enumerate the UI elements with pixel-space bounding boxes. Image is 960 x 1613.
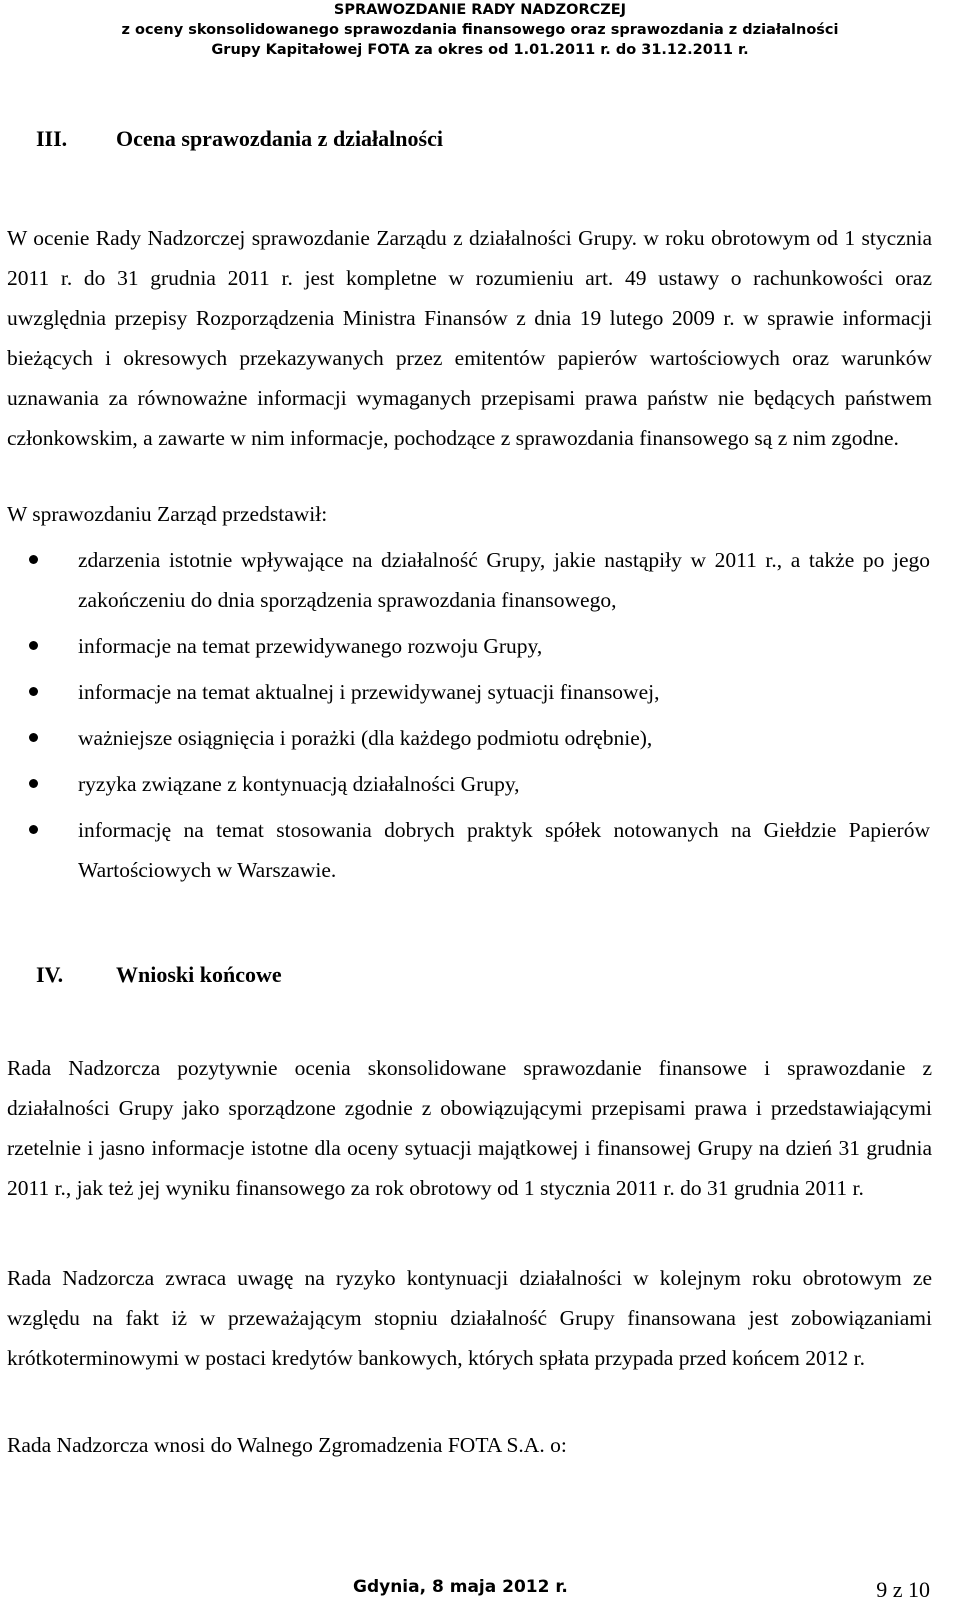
section-4-heading xyxy=(36,962,282,988)
list-item-text: informacje na temat przewidywanego rozwoju Grupy, xyxy=(78,634,543,658)
list-item-text: zdarzenia istotnie wpływające na działalność Grupy, jakie nastąpiły w 2011 r., a także po jego zakończeniu do dnia sporządzenia sprawozdania finansowego, xyxy=(78,548,930,612)
document-header xyxy=(0,0,960,60)
bullet-icon xyxy=(29,687,38,696)
section-4-paragraph-2: Rada Nadzorcza zwraca uwagę na ryzyko kontynuacji działalności w kolejnym roku obrotowym ze względu na fakt iż w przeważającym stopniu działalność Grupy finansowana jest zobowiązaniami krótkoterminowymi w postaci kredytów bankowych, których spłata przypada przed końcem 2012 r. xyxy=(7,1266,932,1370)
section-3-number: III. xyxy=(36,126,68,151)
list-item xyxy=(0,540,930,620)
bullet-icon xyxy=(29,825,38,834)
page-number: 9 z 10 xyxy=(876,1577,930,1602)
list-item xyxy=(0,810,930,890)
list-item-text: informację na temat stosowania dobrych praktyk spółek notowanych na Giełdzie Papierów Wartościowych w Warszawie. xyxy=(78,818,930,882)
section-4-number: IV. xyxy=(36,962,64,987)
reported-items-list xyxy=(0,540,940,896)
footer-date: Gdynia, 8 maja 2012 r. xyxy=(353,1577,568,1597)
bullet-icon xyxy=(29,641,38,650)
list-item xyxy=(0,718,930,758)
bullet-icon xyxy=(29,779,38,788)
list-item xyxy=(0,626,930,666)
header-title: SPRAWOZDANIE RADY NADZORCZEJ xyxy=(333,2,627,18)
section-3-paragraph-2: W sprawozdaniu Zarząd przedstawił: xyxy=(7,502,328,526)
header-subtitle-line1: z oceny skonsolidowanego sprawozdania finansowego oraz sprawozdania z działalności xyxy=(121,22,839,38)
list-item xyxy=(0,764,930,804)
list-item-text: ważniejsze osiągnięcia i porażki (dla każdego podmiotu odrębnie), xyxy=(78,726,653,750)
section-3-heading xyxy=(36,126,443,152)
section-3-title: Ocena sprawozdania z działalności xyxy=(116,126,443,151)
document-footer xyxy=(0,1577,960,1607)
bullet-icon xyxy=(29,733,38,742)
list-item-text: ryzyka związane z kontynuacją działalności Grupy, xyxy=(78,772,520,796)
section-4-title: Wnioski końcowe xyxy=(116,962,282,987)
bullet-icon xyxy=(29,555,38,564)
section-4-paragraph-1: Rada Nadzorcza pozytywnie ocenia skonsolidowane sprawozdanie finansowe i sprawozdanie z działalności Grupy jako sporządzone zgodnie z obowiązującymi przepisami prawa i przedstawiającymi rzetelnie i jasno informacje istotne dla oceny sytuacji majątkowej i finansowej Grupy na dzień 31 grudnia 2011 r., jak też jej wyniku finansowego za rok obrotowy od 1 stycznia 2011 r. do 31 grudnia 2011 r. xyxy=(7,1056,932,1200)
section-4-paragraph-3: Rada Nadzorcza wnosi do Walnego Zgromadzenia FOTA S.A. o: xyxy=(7,1433,567,1457)
list-item xyxy=(0,672,930,712)
section-3-paragraph-1: W ocenie Rady Nadzorczej sprawozdanie Zarządu z działalności Grupy. w roku obrotowym od 1 stycznia 2011 r. do 31 grudnia 2011 r. jest kompletne w rozumieniu art. 49 ustawy o rachunkowości oraz uwzględnia przepisy Rozporządzenia Ministra Finansów z dnia 19 lutego 2009 r. w sprawie informacji bieżących i okresowych przekazywanych przez emitentów papierów wartościowych oraz warunków uznawania za równoważne informacji wymaganych przepisami prawa państw nie będących państwem członkowskim, a zawarte w nim informacje, pochodzące z sprawozdania finansowego są z nim zgodne. xyxy=(7,226,932,450)
list-item-text: informacje na temat aktualnej i przewidywanej sytuacji finansowej, xyxy=(78,680,660,704)
header-subtitle-line2: Grupy Kapitałowej FOTA za okres od 1.01.2011 r. do 31.12.2011 r. xyxy=(211,42,749,58)
